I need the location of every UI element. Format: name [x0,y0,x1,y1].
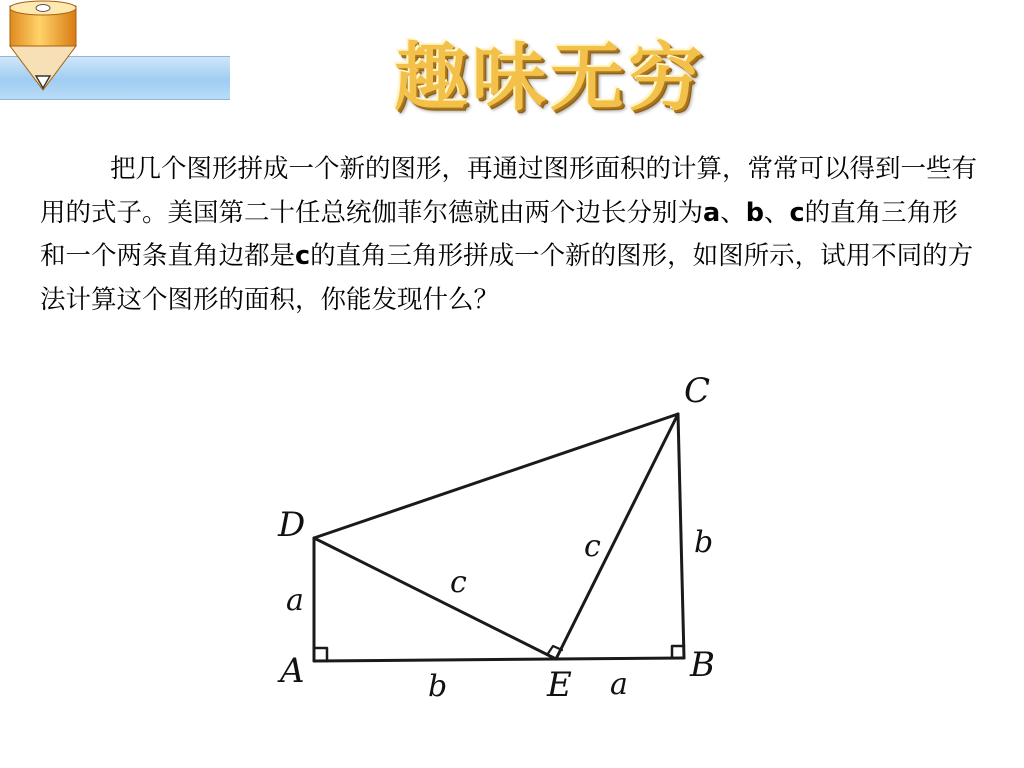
side-label-a-left: a [286,583,304,618]
side-label-b-right: b [694,525,714,560]
var-b: b [745,197,765,228]
side-label-b-bottom: b [428,669,448,704]
var-c-2: c [295,241,311,271]
paragraph-part-2: 的直角三角形和一个两条直角边都是 [40,197,958,271]
side-label-c-ec: c [584,529,601,564]
trapezoid-figure [270,368,730,718]
vertex-label-d: D [278,505,306,545]
vertex-label-a: A [280,651,305,691]
paragraph-part-1: 把几个图形拼成一个新的图形，再通过图形面积的计算，常常可以得到一些有用的式子。美国第二十任总统伽菲尔德就由两个边长分别为 [40,154,978,228]
var-a: a [703,197,721,228]
side-label-a-bottom: a [610,667,628,702]
edge-ab [314,658,684,661]
vertex-label-c: C [684,371,711,411]
slide-title: 趣味无穷 [394,35,706,121]
vertex-label-e: E [547,665,572,705]
separator-2: 、 [764,197,790,228]
side-label-c-de: c [450,565,467,600]
triangle-down-icon [33,72,53,92]
var-c-1: c [789,197,805,228]
edge-cd [314,414,678,538]
problem-paragraph [40,148,980,322]
edge-bc [678,414,684,658]
separator-1: 、 [720,197,746,228]
edge-de [314,538,556,659]
right-angle-mark-a [314,648,327,661]
right-angle-mark-b [672,646,684,658]
paragraph-part-3: 的直角三角形拼成一个新的图形，如图所示，试用不同的方法计算这个图形的面积，你能发现什么？ [40,241,974,315]
vertex-label-b: B [690,645,715,685]
